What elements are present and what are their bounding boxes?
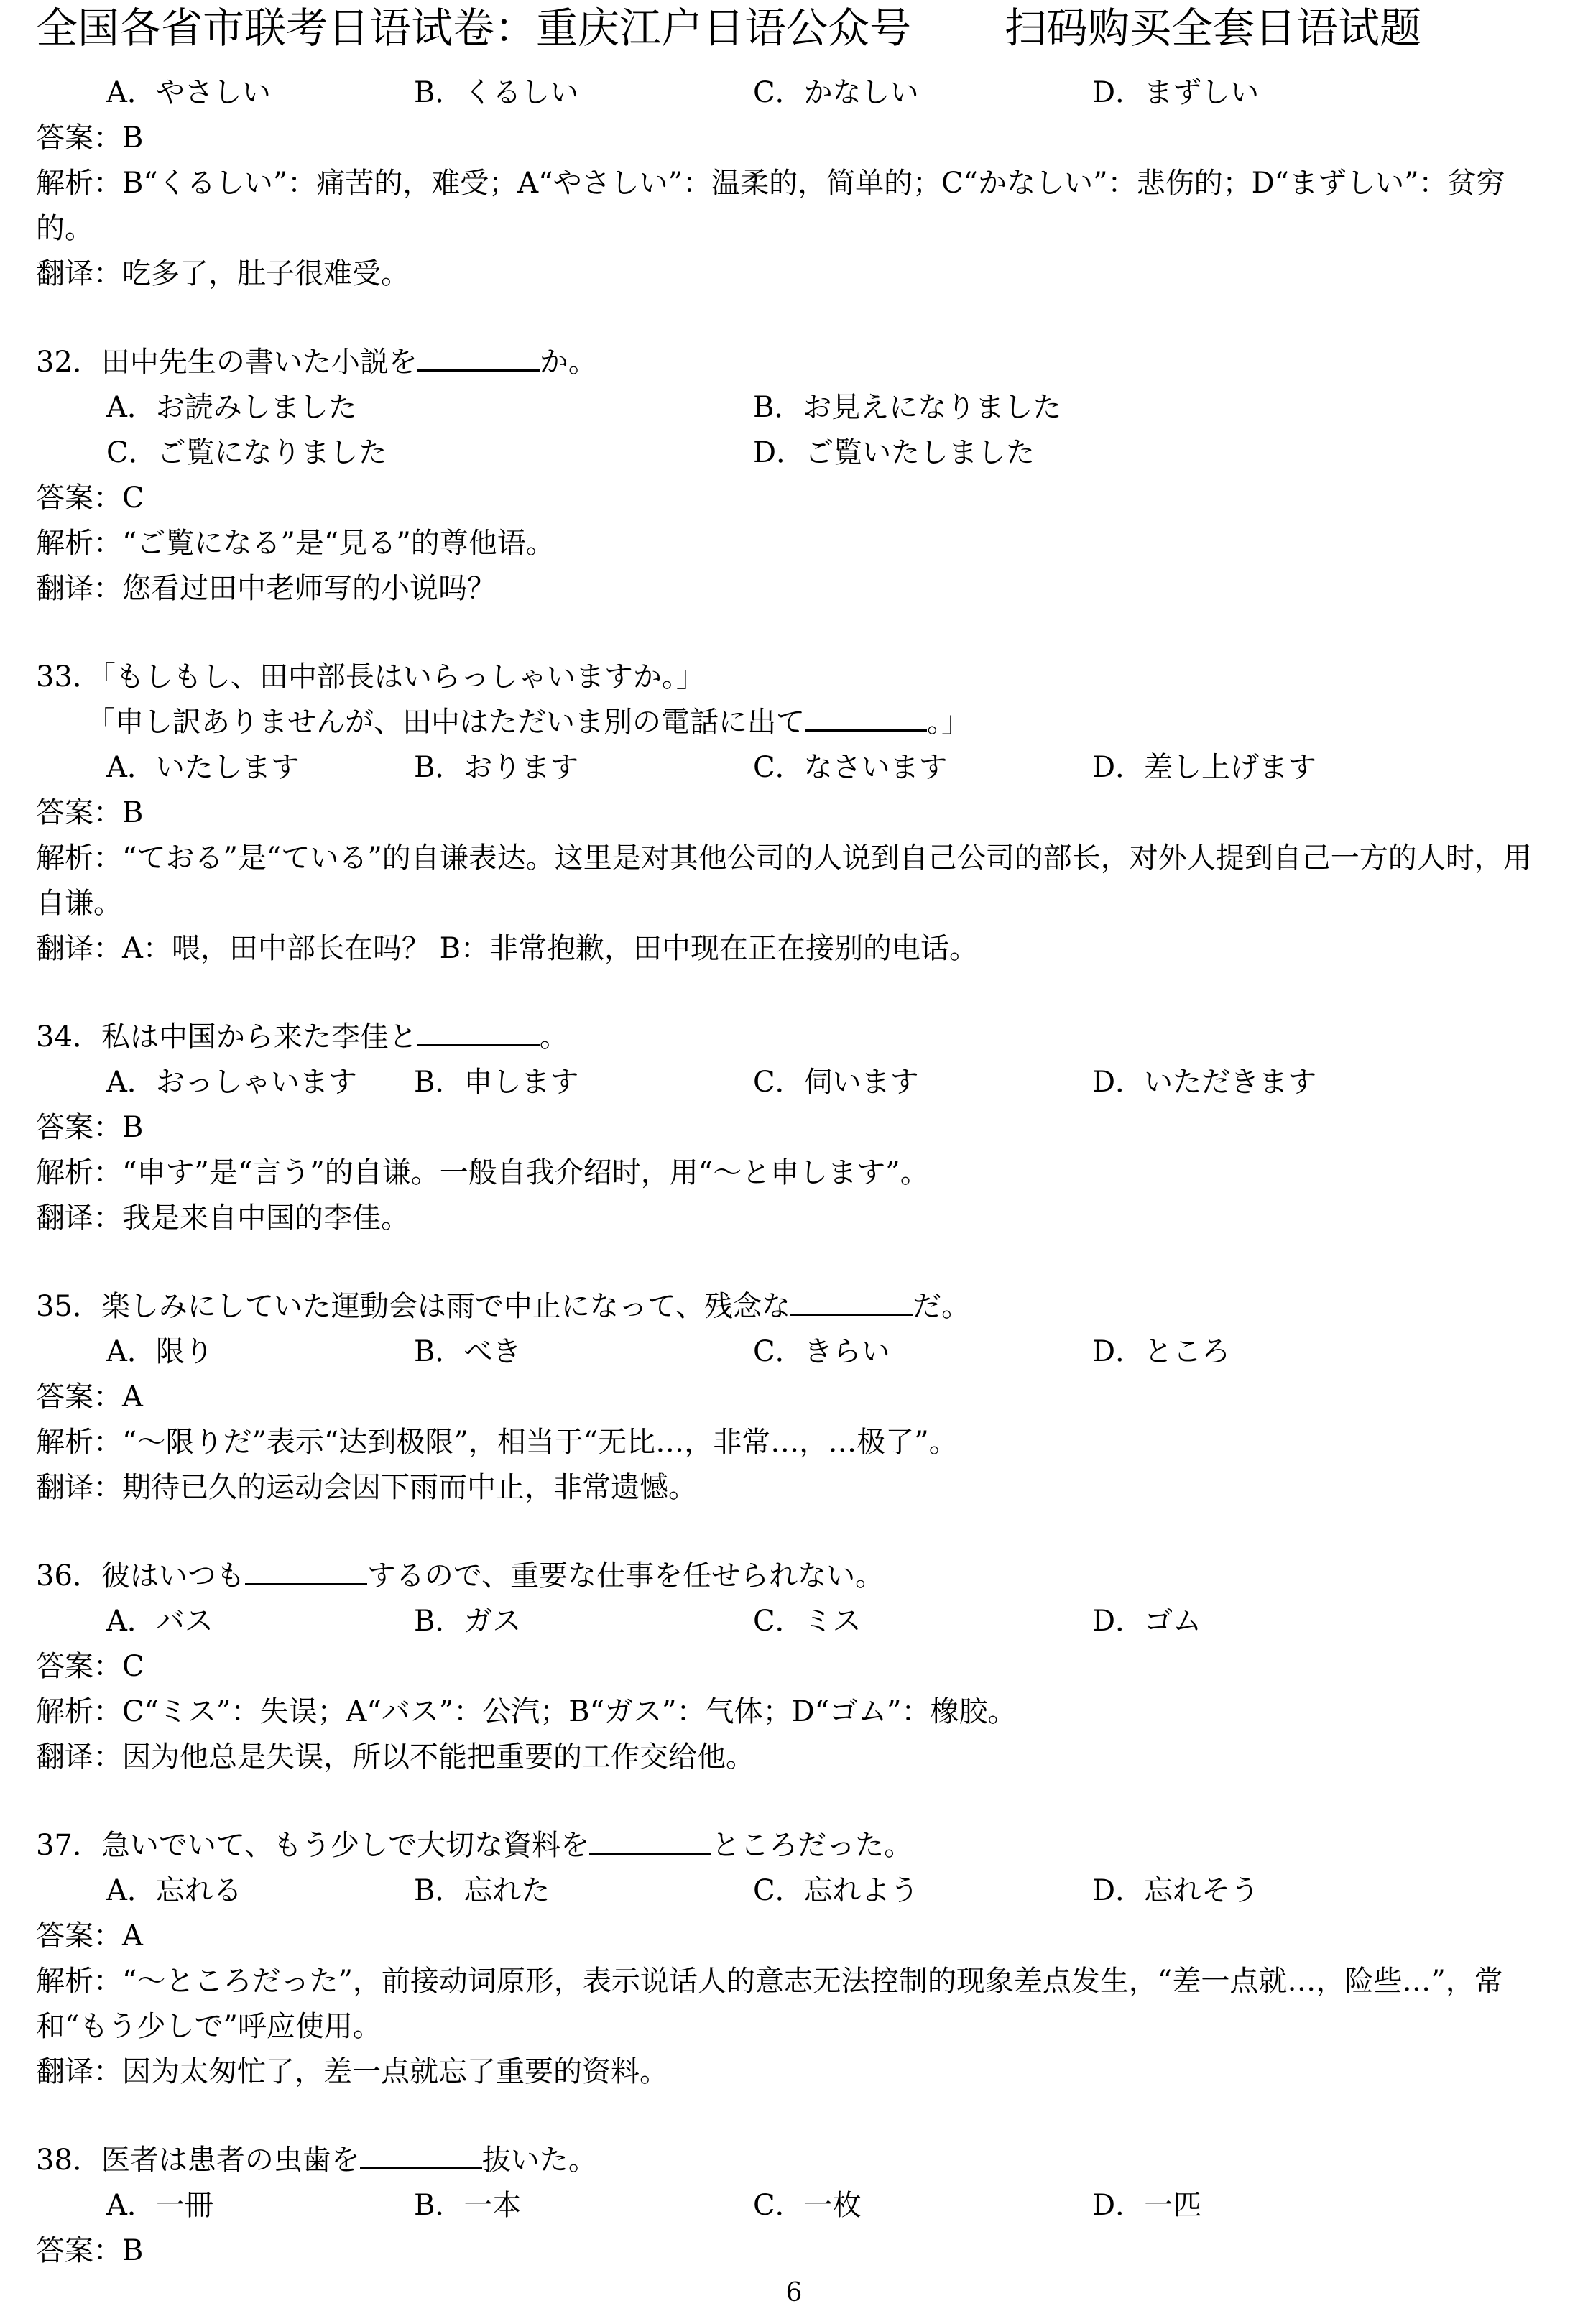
option-c: C．なさいます <box>753 751 948 784</box>
option-b: B．ガス <box>414 1605 522 1638</box>
option-c: C．ミス <box>753 1605 862 1638</box>
question-stem: 38．医者は患者の虫歯を 抜いた。 <box>36 2138 1552 2183</box>
option-a: A．やさしい <box>106 76 271 109</box>
option-d: D．ご覧いたしました <box>753 436 1035 469</box>
answer-blank <box>805 704 927 732</box>
analysis: 解析：“～限りだ”表示“达到极限”，相当于“无比…，非常…，…极了”。 <box>36 1426 958 1459</box>
option-a: A．お読みしました <box>106 391 357 424</box>
question-38 <box>36 2138 1552 2274</box>
option-c: C．一枚 <box>753 2189 862 2222</box>
answer-blank <box>360 2141 482 2169</box>
options-row <box>36 2183 1552 2228</box>
question-stem: 37．急いでいて、もう少しで大切な資料を ところだった。 <box>36 1823 1552 1868</box>
answer-blank <box>245 1557 367 1585</box>
option-d: D．まずしい <box>1092 76 1260 109</box>
header-left: 全国各省市联考日语试卷：重庆江户日语公众号 <box>36 4 912 52</box>
translation: 翻译：您看过田中老师写的小说吗？ <box>36 572 496 605</box>
question-31 <box>36 70 1552 297</box>
question-32 <box>36 340 1552 612</box>
answer: 答案：C <box>36 1650 144 1683</box>
options-row <box>36 70 1552 116</box>
option-c: C．ご覧になりました <box>106 436 387 469</box>
question-stem: 33．「もしもし、田中部長はいらっしゃいますか。」 <box>36 660 705 693</box>
answer: 答案：A <box>36 1919 143 1952</box>
option-b: B．一本 <box>414 2189 522 2222</box>
question-33 <box>36 655 1552 972</box>
translation: 翻译：因为他总是失误，所以不能把重要的工作交给他。 <box>36 1740 754 1774</box>
option-c: C．忘れよう <box>753 1874 919 1907</box>
question-35 <box>36 1284 1552 1511</box>
option-a: A．一冊 <box>106 2189 213 2222</box>
option-d: D．ゴム <box>1092 1605 1202 1638</box>
page-number: 6 <box>785 2278 803 2307</box>
translation: 翻译：吃多了，肚子很难受。 <box>36 257 410 290</box>
answer: 答案：B <box>36 2234 144 2267</box>
options-row <box>36 1329 1552 1375</box>
translation: 翻译：期待已久的运动会因下雨而中止，非常遗憾。 <box>36 1471 697 1504</box>
option-c: C．きらい <box>753 1335 890 1368</box>
options-row <box>36 385 1552 430</box>
options-row <box>36 1599 1552 1644</box>
option-d: D．いただきます <box>1092 1066 1317 1099</box>
answer: 答案：B <box>36 796 144 829</box>
options-row <box>36 1868 1552 1914</box>
option-c: C．かなしい <box>753 76 919 109</box>
option-b: B．おります <box>414 751 579 784</box>
analysis: 解析：“申す”是“言う”的自谦。一般自我介绍时，用“～と申します”。 <box>36 1156 929 1189</box>
question-stem: 32．田中先生の書いた小説を か。 <box>36 340 1552 385</box>
answer-blank <box>417 343 540 372</box>
option-d: D．差し上げます <box>1092 751 1317 784</box>
analysis: 解析：“～ところだった”，前接动词原形，表示说话人的意志无法控制的现象差点发生，“差一点就…，险些…”，常和“もう少しで”呼应使用。 <box>36 1965 1503 2043</box>
answer-blank <box>589 1827 711 1855</box>
option-b: B．お見えになりました <box>753 391 1062 424</box>
options-row <box>36 745 1552 790</box>
answer-blank <box>790 1288 913 1316</box>
option-b: B．忘れた <box>414 1874 550 1907</box>
question-stem: 34．私は中国から来た李佳と 。 <box>36 1015 1552 1060</box>
answer: 答案：A <box>36 1380 143 1414</box>
question-36 <box>36 1554 1552 1780</box>
option-d: D．ところ <box>1092 1335 1231 1368</box>
option-b: B．申します <box>414 1066 579 1099</box>
analysis: 解析：C“ミス”：失误；A“バス”：公汽；B“ガス”：气体；D“ゴム”：橡胶。 <box>36 1695 1017 1728</box>
question-34 <box>36 1015 1552 1241</box>
option-a: A．限り <box>106 1335 213 1368</box>
options-row <box>36 1060 1552 1105</box>
question-stem: 35．楽しみにしていた運動会は雨で中止になって、残念な だ。 <box>36 1284 1552 1329</box>
option-b: B．べき <box>414 1335 522 1368</box>
option-a: A．いたします <box>106 751 300 784</box>
translation: 翻译：我是来自中国的李佳。 <box>36 1202 410 1235</box>
option-c: C．伺います <box>753 1066 919 1099</box>
answer: 答案：B <box>36 1111 144 1144</box>
option-d: D．忘れそう <box>1092 1874 1260 1907</box>
option-a: A．バス <box>106 1605 213 1638</box>
question-37 <box>36 1823 1552 2095</box>
header-right: 扫码购买全套日语试题 <box>1005 4 1422 52</box>
option-d: D．一匹 <box>1092 2189 1202 2222</box>
analysis: 解析：“ておる”是“ている”的自谦表达。这里是对其他公司的人说到自己公司的部长，对外人提到自己一方的人时，用自谦。 <box>36 841 1532 920</box>
answer: 答案：B <box>36 121 144 155</box>
option-b: B．くるしい <box>414 76 579 109</box>
question-stem: 36．彼はいつも するので、重要な仕事を任せられない。 <box>36 1554 1552 1599</box>
translation: 翻译：A：喂，田中部长在吗？ B：非常抱歉，田中现在正在接别的电话。 <box>36 932 978 965</box>
answer: 答案：C <box>36 481 144 515</box>
question-stem-2: 「申し訳ありませんが、田中はただいま別の電話に出て 。」 <box>36 700 1552 745</box>
options-row <box>36 430 1552 476</box>
analysis: 解析：“ご覧になる”是“見る”的尊他语。 <box>36 527 555 560</box>
page-header <box>36 6 1421 52</box>
option-a: A．おっしゃいます <box>106 1066 357 1099</box>
option-a: A．忘れる <box>106 1874 242 1907</box>
answer-blank <box>417 1018 540 1046</box>
translation: 翻译：因为太匆忙了，差一点就忘了重要的资料。 <box>36 2055 668 2088</box>
analysis: 解析：B“くるしい”：痛苦的，难受；A“やさしい”：温柔的，简单的；C“かなしい”：悲伤的；D“まずしい”：贫穷的。 <box>36 167 1505 245</box>
document-body <box>36 70 1552 2317</box>
